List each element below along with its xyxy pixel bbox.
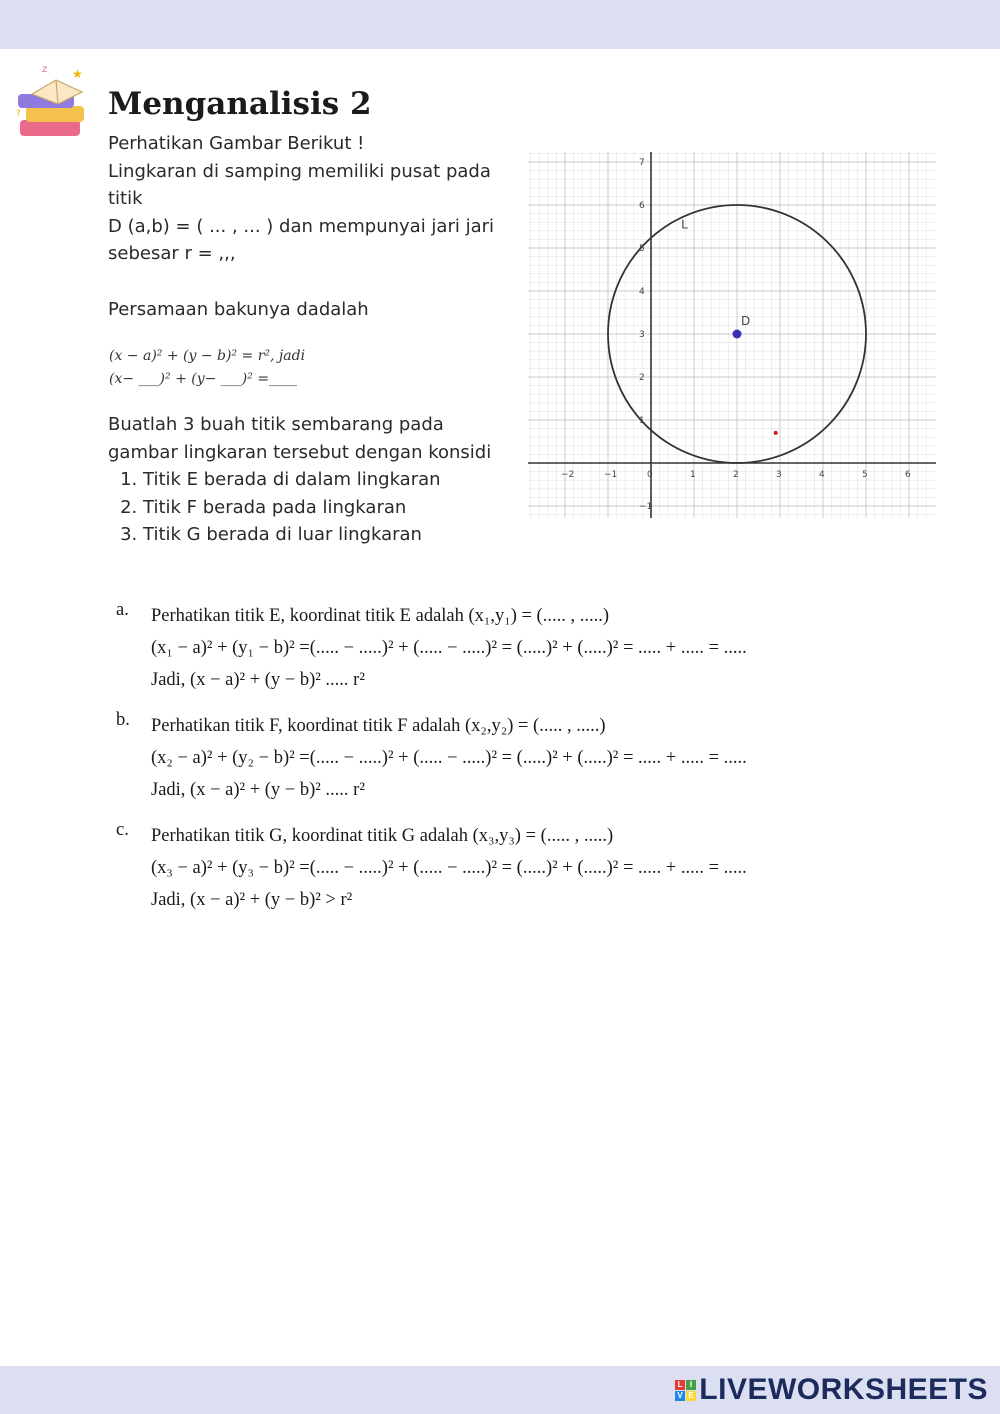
y-tick-label: 4 bbox=[639, 287, 645, 297]
answer-line: Perhatikan titik E, koordinat titik E adalah (x₁,y₁) = (..... , .....) bbox=[151, 606, 609, 626]
answer-label: c. bbox=[116, 820, 129, 840]
task-intro: Buatlah 3 buah titik sembarang pada gambar lingkaran tersebut dengan konsidi bbox=[108, 414, 492, 463]
y-tick-label: 1 bbox=[639, 416, 645, 426]
formula-line: (x− ___)² + (y− ___)² =____ bbox=[109, 371, 298, 387]
brand-name: LIVEWORKSHEETS bbox=[699, 1373, 988, 1406]
logo-cell: L bbox=[675, 1380, 685, 1390]
y-tick-label: 6 bbox=[639, 201, 645, 211]
center-point bbox=[733, 330, 742, 339]
liveworksheets-logo[interactable] bbox=[675, 1375, 988, 1405]
x-tick-label: 6 bbox=[905, 470, 911, 480]
x-tick-label: 4 bbox=[819, 470, 825, 480]
x-tick-label: −1 bbox=[604, 470, 618, 480]
top-bar bbox=[0, 0, 1000, 49]
center-label: D bbox=[741, 314, 751, 328]
y-tick-label: 2 bbox=[639, 373, 645, 383]
answer-line: Jadi, (x − a)² + (y − b)² ..... r² bbox=[151, 670, 365, 690]
list-item: 3. Titik G berada di luar lingkaran bbox=[143, 521, 508, 549]
answer-line: Jadi, (x − a)² + (y − b)² ..... r² bbox=[151, 780, 365, 800]
answer-label: a. bbox=[116, 600, 129, 620]
task-list bbox=[108, 466, 508, 549]
answer-section bbox=[116, 600, 936, 930]
svg-text:?: ? bbox=[16, 109, 21, 119]
answer-line: Perhatikan titik F, koordinat titik F adalah (x₂,y₂) = (..... , .....) bbox=[151, 716, 606, 736]
logo-cell: I bbox=[686, 1380, 696, 1390]
circle-graph bbox=[528, 152, 936, 518]
logo-cell: E bbox=[686, 1391, 696, 1401]
answer-b bbox=[116, 710, 936, 806]
x-tick-label: −2 bbox=[561, 470, 575, 480]
red-point bbox=[774, 431, 778, 435]
circle-label: L bbox=[681, 217, 688, 232]
intro-text bbox=[108, 130, 508, 323]
x-tick-label: 1 bbox=[690, 470, 696, 480]
answer-label: b. bbox=[116, 710, 130, 730]
books-icon bbox=[12, 58, 104, 150]
answer-line: (x₃ − a)² + (y₃ − b)² =(..... − .....)² + (..... − .....)² = (.....)² + (.....)² = ..... + ..... = ..... bbox=[151, 858, 747, 878]
x-tick-label: 0 bbox=[647, 470, 653, 480]
logo-grid-icon bbox=[675, 1380, 696, 1401]
intro-line: Persamaan bakunya dadalah bbox=[108, 298, 369, 320]
svg-text:z: z bbox=[42, 64, 48, 75]
answer-a bbox=[116, 600, 936, 696]
intro-line: Lingkaran di samping memiliki pusat pada titik bbox=[108, 160, 491, 210]
formula-line: (x − a)² + (y − b)² = r², jadi bbox=[109, 348, 306, 364]
x-tick-label: 5 bbox=[862, 470, 868, 480]
intro-line: D (a,b) = ( ... , ... ) dan mempunyai jari jari sebesar r = ,,, bbox=[108, 215, 494, 265]
task-text bbox=[108, 411, 508, 549]
answer-c bbox=[116, 820, 936, 916]
x-tick-label: 3 bbox=[776, 470, 782, 480]
intro-line: Perhatikan Gambar Berikut ! bbox=[108, 133, 365, 154]
y-tick-label: 3 bbox=[639, 330, 645, 340]
page-title: Menganalisis 2 bbox=[108, 86, 372, 122]
answer-line: Perhatikan titik G, koordinat titik G adalah (x₃,y₃) = (..... , .....) bbox=[151, 826, 614, 846]
list-item: 2. Titik F berada pada lingkaran bbox=[143, 494, 508, 522]
y-tick-label: 7 bbox=[639, 158, 645, 168]
y-tick-label: −1 bbox=[639, 502, 653, 512]
x-tick-label: 2 bbox=[733, 470, 739, 480]
bottom-bar bbox=[0, 1366, 1000, 1414]
answer-line: (x₂ − a)² + (y₂ − b)² =(..... − .....)² + (..... − .....)² = (.....)² + (.....)² = ..... + ..... = ..... bbox=[151, 748, 747, 768]
logo-cell: V bbox=[675, 1391, 685, 1401]
list-item: 1. Titik E berada di dalam lingkaran bbox=[143, 466, 508, 494]
answer-line: (x₁ − a)² + (y₁ − b)² =(..... − .....)² + (..... − .....)² = (.....)² + (.....)² = ..... + ..... = ..... bbox=[151, 638, 747, 658]
standard-equation bbox=[109, 345, 305, 391]
y-tick-label: 5 bbox=[639, 244, 645, 254]
answer-line: Jadi, (x − a)² + (y − b)² > r² bbox=[151, 890, 353, 910]
svg-text:★: ★ bbox=[72, 67, 83, 81]
